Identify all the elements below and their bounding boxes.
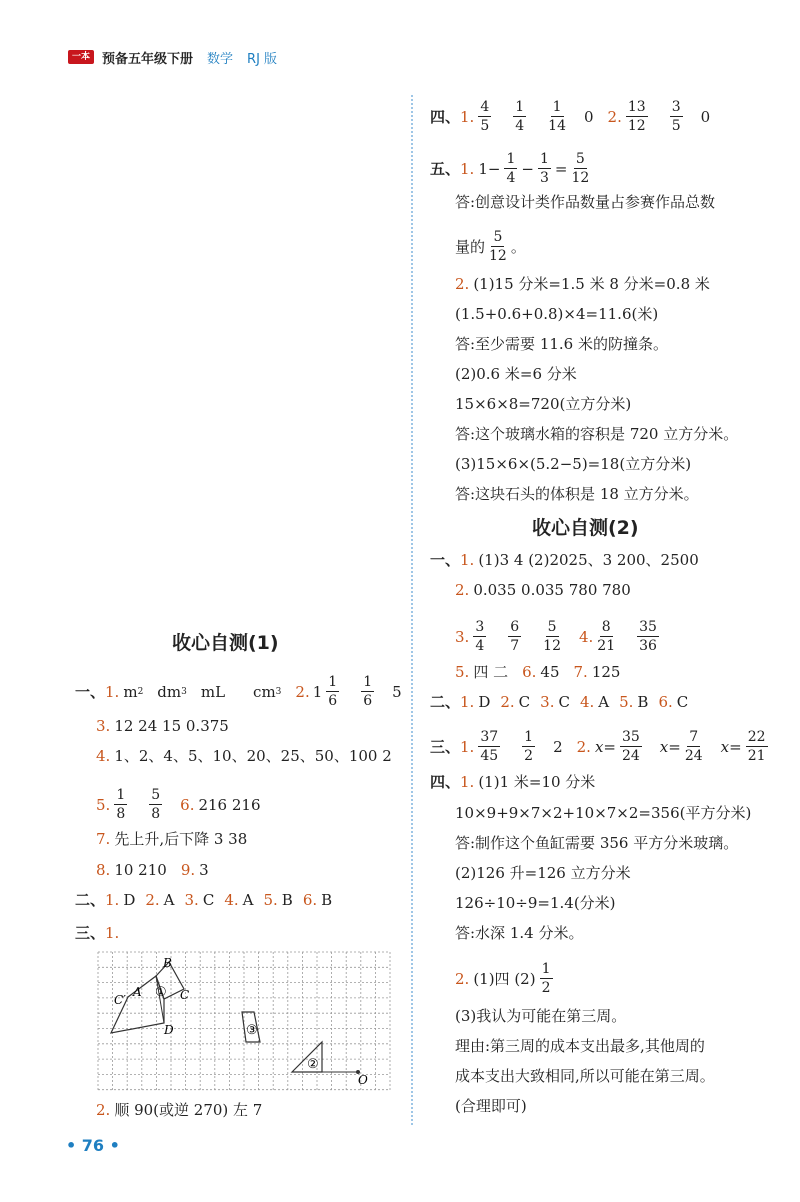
fraction: $\frac{1}{2}$ <box>524 729 534 764</box>
choice-answer: D <box>123 891 136 909</box>
column-divider <box>411 95 413 1125</box>
answer-line: 4. 1、2、4、5、10、20、25、50、100 2 <box>96 747 392 765</box>
answer-line: (合理即可) <box>455 1097 527 1115</box>
answer-line: 四、 1. (1)1 米=10 分米 <box>430 773 596 791</box>
answer-line: 三、 1. $\frac{37}{45}$ $\frac{1}{2}$ 2 2. x= $\frac{35}{24}$ x= $\frac{7}{24}$ x= $\frac{22}{21}$ <box>430 729 766 764</box>
choice-number: 6. <box>302 891 318 909</box>
label-D: D <box>164 1023 174 1037</box>
choice-answer: C <box>202 891 215 909</box>
choice-number: 5. <box>619 693 634 711</box>
fraction: $\frac{5}{12}$ <box>543 619 561 654</box>
label-3: ③ <box>246 1023 258 1038</box>
answer-line: 3. 12 24 15 0.375 <box>96 717 229 735</box>
fraction: $\frac{3}{4}$ <box>475 619 485 654</box>
choice-number: 5. <box>263 891 278 909</box>
section-title-test1: 收心自测(1) <box>172 632 279 654</box>
answer-text: 答:创意设计类作品数量占参赛作品总数 <box>455 193 716 211</box>
fraction: $\frac{35}{24}$ <box>621 729 640 764</box>
fraction: $\frac{4}{5}$ <box>480 99 490 134</box>
fraction: $\frac{35}{36}$ <box>639 619 657 654</box>
fraction: $\frac{22}{21}$ <box>747 729 766 764</box>
answer-line: (2)126 升=126 立方分米 <box>455 864 631 882</box>
fraction: $\frac{13}{12}$ <box>627 99 646 134</box>
label-C: C <box>180 988 190 1002</box>
choice-number: 4. <box>224 891 239 909</box>
answer-q4: 四、 1. $\frac{4}{5}$ $\frac{1}{4}$ $\frac{1}{14}$ 0 2. $\frac{13}{12}$ $\frac{3}{5}$ 0 <box>430 99 711 134</box>
brand-logo: 一本 <box>68 50 94 64</box>
answer-line: 答:这个玻璃水箱的容积是 720 立方分米。 <box>455 425 739 443</box>
fraction: $\frac{1}{6}$ <box>328 674 338 709</box>
answer-line: 15×6×8=720(立方分米) <box>455 395 632 413</box>
label-O: O <box>358 1073 368 1087</box>
label-2: ② <box>307 1057 319 1072</box>
answer-line: 2. (1)15 分米=1.5 米 8 分米=0.8 米 <box>455 275 710 293</box>
choice-number: 4. <box>579 693 595 711</box>
label-1: ① <box>155 985 167 1000</box>
label-C-prime: C′ <box>114 993 126 1007</box>
fraction: $\frac{1}{8}$ <box>116 787 126 822</box>
answer-line: (3)15×6×(5.2−5)=18(立方分米) <box>455 455 692 473</box>
answer-line: (3)我认为可能在第三周。 <box>455 1007 627 1025</box>
answer-line: 2. 0.035 0.035 780 780 <box>455 581 631 599</box>
page-header <box>68 47 277 67</box>
fraction: $\frac{1}{3}$ <box>539 151 549 186</box>
choice-number: 3. <box>540 693 555 711</box>
fraction: $\frac{5}{8}$ <box>151 787 161 822</box>
choice-answer: C <box>676 693 689 711</box>
answer-line: 3. $\frac{3}{4}$ $\frac{6}{7}$ $\frac{5}{12}$ 4. $\frac{8}{21}$ $\frac{35}{36}$ <box>455 619 657 654</box>
choice-answer: B <box>281 891 293 909</box>
choice-answer: A <box>598 693 610 711</box>
answer-choices: 二、 1. D 2. C 3. C 4. A 5. B 6. C <box>430 693 689 711</box>
fraction: $\frac{3}{5}$ <box>671 99 681 134</box>
answer-line: 答:水深 1.4 分米。 <box>455 924 584 942</box>
version-label: RJ 版 <box>247 51 278 67</box>
choice-answer: A <box>163 891 175 909</box>
answer-text: 量的 $\frac{5}{12}$ 。 <box>455 229 526 264</box>
answer-line: 理由:第三周的成本支出最多,其他周的 <box>455 1037 705 1055</box>
fraction: $\frac{1}{6}$ <box>363 674 373 709</box>
label-B: B <box>163 956 172 970</box>
fraction: $\frac{5}{12}$ <box>571 151 590 186</box>
answer-q5-1: 五、 1. 1− $\frac{1}{4}$ − $\frac{1}{3}$ = $\frac{5}{12}$ <box>430 151 590 186</box>
fraction: $\frac{1}{14}$ <box>548 99 566 134</box>
answer-line: 答:制作这个鱼缸需要 356 平方分米玻璃。 <box>455 834 739 852</box>
choice-answer: C <box>518 693 531 711</box>
fraction: $\frac{37}{45}$ <box>480 729 499 764</box>
book-series: 预备五年级下册 <box>102 51 194 67</box>
section-title-test2: 收心自测(2) <box>532 517 639 539</box>
choice-number: 6. <box>658 693 673 711</box>
choice-answer: B <box>321 891 333 909</box>
subject-label: 数学 <box>207 51 234 67</box>
choice-answer: C <box>558 693 570 711</box>
choice-number: 1. <box>105 891 120 909</box>
choice-number: 2. <box>145 891 160 909</box>
grid-lines <box>98 952 390 1090</box>
fraction: $\frac{1}{2}$ <box>541 961 551 996</box>
choice-number: 2. <box>500 693 515 711</box>
choice-answer: D <box>478 693 491 711</box>
answer-choices: 二、 1. D 2. A 3. C 4. A 5. B 6. B <box>75 891 333 909</box>
choice-answer: A <box>242 891 254 909</box>
choice-number: 1. <box>460 693 475 711</box>
answer-line: 三、 1. <box>75 924 120 942</box>
answer-line: (1.5+0.6+0.8)×4=11.6(米) <box>455 305 659 323</box>
answer-line: 126÷10÷9=1.4(分米) <box>455 894 616 912</box>
label-A: A <box>133 985 142 999</box>
answer-line: 5. 四 二 6. 45 7. 125 <box>455 663 621 681</box>
answer-line: 一、 1. m 2 dm 3 mL cm 3 2. 1 $\frac{1}{6}$ $\frac{1}{6}$ 5 <box>75 674 402 709</box>
fraction: $\frac{8}{21}$ <box>597 619 616 654</box>
fraction: $\frac{1}{4}$ <box>515 99 525 134</box>
answer-line: 8. 10 210 9. 3 <box>96 861 209 879</box>
page-number: • 76 • <box>66 1136 120 1155</box>
answer-line: 10×9+9×7×2+10×7×2=356(平方分米) <box>455 804 752 822</box>
answer-line: 2. (1)四 (2) $\frac{1}{2}$ <box>455 961 551 996</box>
answer-line: 答:这块石头的体积是 18 立方分米。 <box>455 485 699 503</box>
choice-answer: B <box>637 693 649 711</box>
fraction: $\frac{5}{12}$ <box>489 229 507 264</box>
answer-line: (2)0.6 米=6 分米 <box>455 365 577 383</box>
answer-line: 一、 1. (1)3 4 (2)2025、3 200、2500 <box>430 551 699 569</box>
choice-number: 3. <box>184 891 199 909</box>
answer-line: 成本支出大致相同,所以可能在第三周。 <box>455 1067 715 1085</box>
answer-line: 2. 顺 90(或逆 270) 左 7 <box>96 1101 263 1119</box>
fraction: $\frac{6}{7}$ <box>510 619 520 654</box>
answer-line: 5. $\frac{1}{8}$ $\frac{5}{8}$ 6. 216 216 <box>96 787 261 822</box>
answer-line: 答:至少需要 11.6 米的防撞条。 <box>455 335 668 353</box>
answer-line: 7. 先上升,后下降 3 38 <box>96 830 248 848</box>
fraction: $\frac{7}{24}$ <box>684 729 703 764</box>
fraction: $\frac{1}{4}$ <box>506 151 516 186</box>
rotation-grid-figure <box>96 950 392 1092</box>
